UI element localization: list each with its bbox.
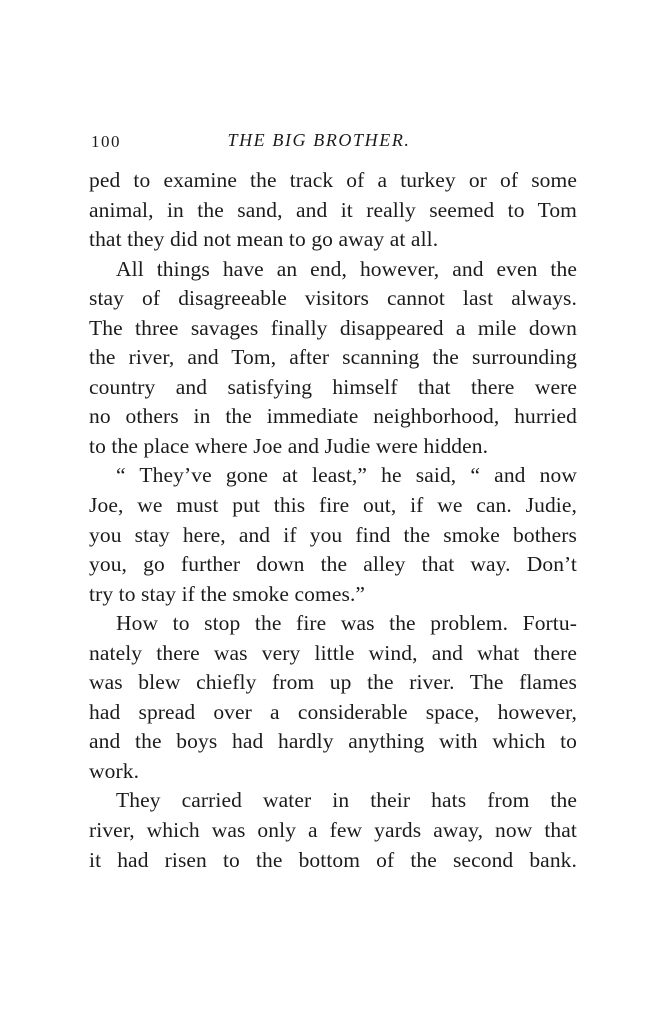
text-line: The three savages finally disappeared a mile down (89, 315, 577, 340)
text-line: to the place where Joe and Judie were hidden. (89, 433, 489, 458)
text-line: nately there was very little wind, and what there (89, 640, 577, 665)
page-header (89, 130, 577, 152)
page-number: 100 (91, 132, 121, 151)
text-line: try to stay if the smoke comes.” (89, 581, 366, 606)
text-line: They carried water in their hats from the (116, 788, 577, 813)
text-line: work. (89, 758, 140, 783)
text-line: country and satisfying himself that there were (89, 374, 577, 399)
paragraph (89, 255, 577, 462)
text-line: How to stop the fire was the problem. Fortu- (116, 611, 577, 636)
running-title: THE BIG BROTHER. (227, 130, 411, 150)
text-line: river, which was only a few yards away, now that (89, 818, 577, 843)
text-line: was blew chiefly from up the river. The flames (89, 670, 577, 695)
paragraph (89, 609, 577, 786)
text-line: that they did not mean to go away at all. (89, 227, 439, 252)
text-line: the river, and Tom, after scanning the surrounding (89, 345, 577, 370)
text-line: you, go further down the alley that way. Don’t (89, 552, 577, 577)
paragraph (89, 786, 577, 875)
text-line: stay of disagreeable visitors cannot last always. (89, 286, 577, 311)
text-line: animal, in the sand, and it really seemed to Tom (89, 197, 577, 222)
text-line: had spread over a considerable space, however, (89, 699, 577, 724)
page-body (89, 166, 577, 875)
text-line: “ They’ve gone at least,” he said, “ and now (116, 463, 577, 488)
text-line: no others in the immediate neighborhood, hurried (89, 404, 577, 429)
text-line: you stay here, and if you find the smoke bothers (89, 522, 577, 547)
text-line: ped to examine the track of a turkey or of some (89, 168, 577, 192)
paragraph (89, 166, 577, 255)
text-line: and the boys had hardly anything with which to (89, 729, 577, 754)
text-line: it had risen to the bottom of the second bank. (89, 847, 577, 872)
text-line: Joe, we must put this fire out, if we can. Judie, (89, 493, 577, 518)
paragraph (89, 461, 577, 609)
text-line: All things have an end, however, and even the (116, 256, 577, 281)
